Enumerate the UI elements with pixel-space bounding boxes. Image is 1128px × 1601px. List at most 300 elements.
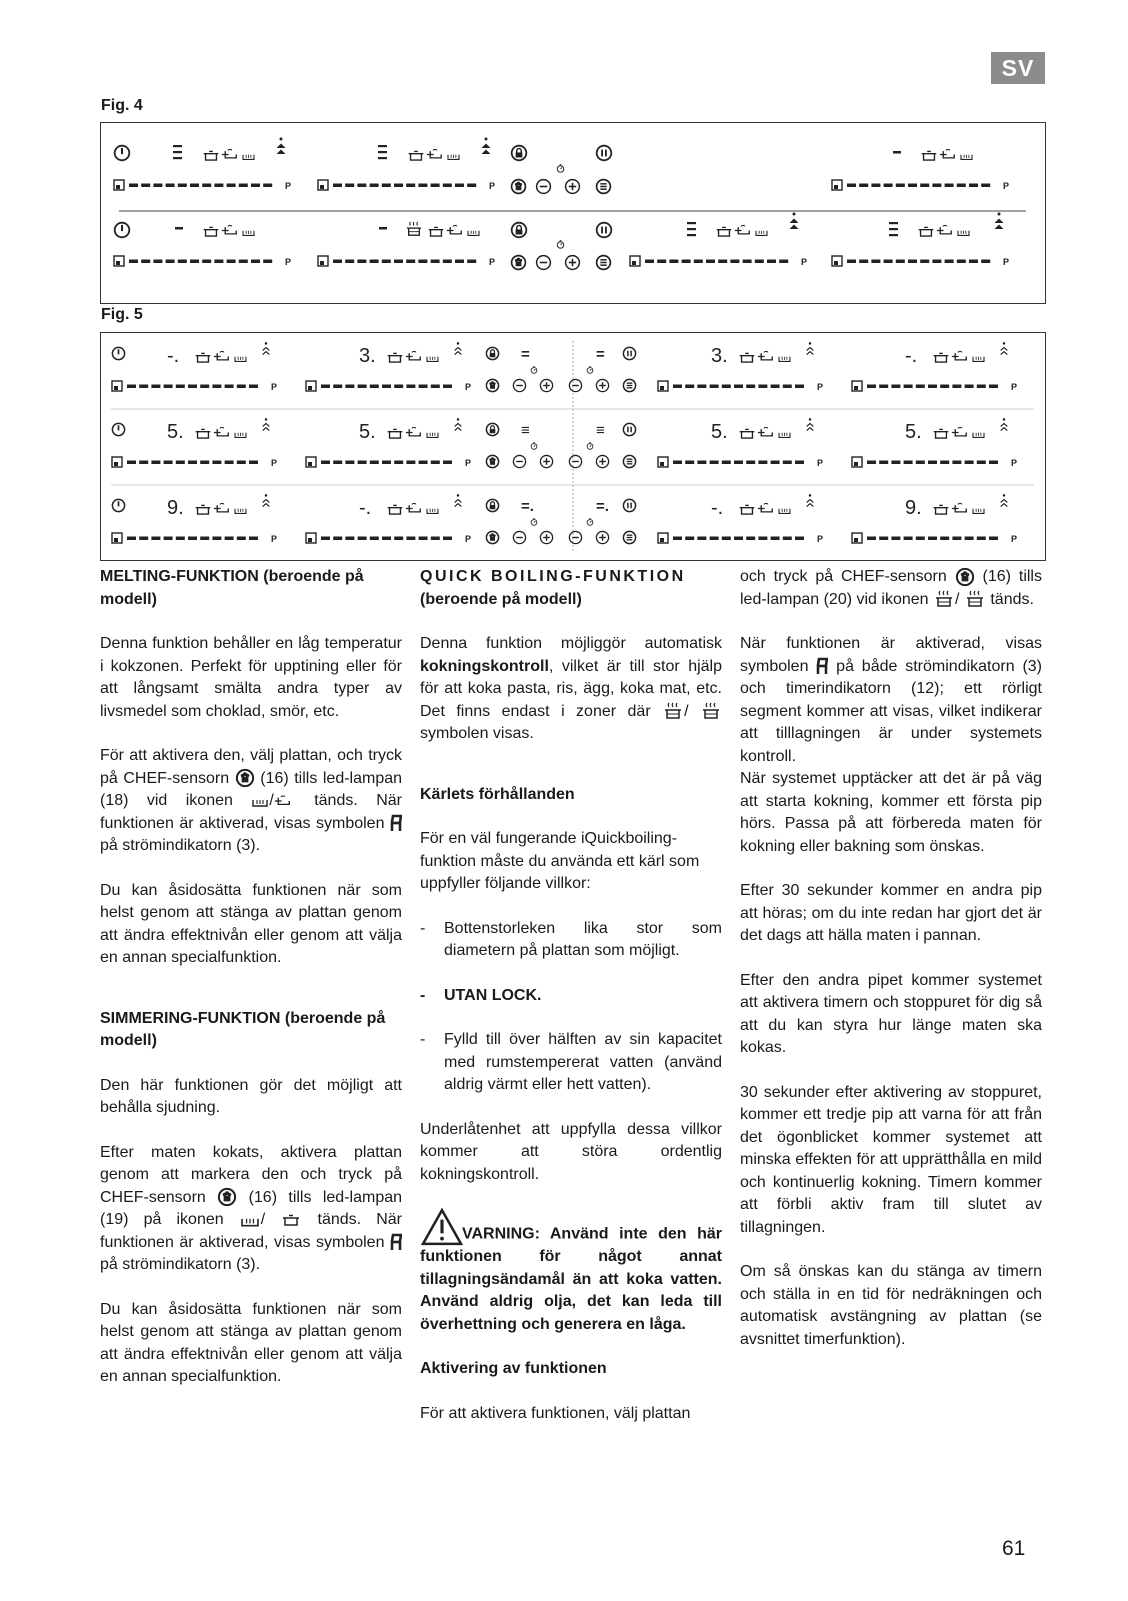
simmering-paragraph-1: Den här funktionen gör det möjligt att behålla sjudning. (100, 1076, 402, 1116)
zone-power-display: 9. (167, 497, 184, 519)
slider-segment (141, 260, 150, 264)
level-segment (173, 157, 182, 159)
slider-segment (940, 537, 949, 541)
slider-segment (225, 537, 234, 541)
zone-select-icon (852, 533, 862, 543)
slider-segment (706, 260, 715, 264)
slider-segment (212, 385, 221, 389)
melt-icon (779, 509, 790, 514)
slider-segment (431, 260, 440, 264)
melt-icon (251, 793, 269, 809)
vessel-paragraph-2: Underlåtenhet att uppfylla dessa villkor kommer att störa ordentlig kokningskontroll. (420, 1120, 722, 1183)
chef-sensor-icon (486, 379, 498, 391)
minus-icon (513, 379, 525, 391)
chef-sensor-icon (217, 1187, 237, 1207)
melt-icon (756, 231, 767, 236)
slider-segment (227, 260, 236, 264)
center-level-display: =. (596, 498, 609, 515)
figure-5-control-panel (100, 332, 1046, 561)
slider-segment (645, 260, 654, 264)
slider-segment (263, 260, 272, 264)
slider-segment (176, 537, 185, 541)
slider-segment (333, 461, 342, 465)
vessel-conditions-list (420, 918, 722, 1097)
slider-end-label: P (1003, 257, 1010, 267)
slider-segment (779, 260, 788, 264)
pot-icon (204, 227, 219, 236)
slider-segment (251, 184, 260, 188)
slider-segment (730, 260, 739, 264)
pan-icon (214, 351, 228, 359)
slider-segment (178, 184, 187, 188)
slider-end-label: P (817, 382, 824, 392)
c3-p1-text-b: (16) tills led-lampan (20) vid ikonen (740, 568, 1042, 608)
melt-icon (468, 231, 479, 236)
level-segment (889, 234, 898, 236)
slider-segment (419, 537, 428, 541)
slider-segment (952, 385, 961, 389)
slider-segment (746, 385, 755, 389)
center-level-display: =. (521, 498, 534, 515)
slider-segment (722, 461, 731, 465)
slider-segment (467, 260, 476, 264)
melt-icon (427, 433, 438, 438)
c3-p1-text-c: tänds. (990, 590, 1034, 608)
slider-segment (989, 461, 998, 465)
pan-icon (758, 503, 772, 511)
slider-segment (867, 385, 876, 389)
pot-icon (934, 505, 949, 514)
slider-segment (166, 184, 175, 188)
melting-paragraph-1: Denna funktion behåller en låg temperatur i kokzonen. Perfekt för upptining eller för att långsamt smälta andra typer av livsmedel som choklad, smör, etc. (100, 635, 402, 720)
language-badge: SV (991, 52, 1045, 84)
slider-segment (879, 461, 888, 465)
slider-segment (965, 385, 974, 389)
vessel-heading: Kärlets förhållanden (420, 785, 575, 803)
slider-segment (357, 184, 366, 188)
slider-segment (891, 537, 900, 541)
minus-icon (513, 531, 525, 543)
simmering-heading: SIMMERING-FUNKTION (beroende på modell) (100, 1009, 386, 1049)
slider-segment (370, 537, 379, 541)
slider-segment (151, 385, 160, 389)
slider-segment (225, 385, 234, 389)
boost-icon (455, 418, 462, 431)
plus-icon (596, 379, 608, 391)
slider-segment (418, 260, 427, 264)
slider-segment (871, 260, 880, 264)
slider-end-label: P (1011, 382, 1018, 392)
slider-segment (795, 385, 804, 389)
slider-segment (239, 260, 248, 264)
warning-icon (420, 1208, 464, 1246)
simmering-p2-text-c: tänds. När funktionen är aktiverad, visas symbolen (100, 1211, 403, 1251)
slider-segment (697, 537, 706, 541)
chef-sensor-icon (512, 256, 526, 270)
slider-segment (153, 184, 162, 188)
zone-select-icon (630, 256, 640, 266)
slider-segment (214, 260, 223, 264)
slider-segment (237, 461, 246, 465)
slider-segment (783, 461, 792, 465)
slider-segment (200, 385, 209, 389)
slider-segment (127, 461, 136, 465)
pot-icon (204, 151, 219, 160)
pan-icon (406, 351, 420, 359)
slider-segment (333, 537, 342, 541)
zone-select-icon (658, 533, 668, 543)
zone-select-icon (306, 381, 316, 391)
pause-icon (623, 499, 635, 511)
pan-icon (758, 351, 772, 359)
center-level-display: ≡ (596, 422, 605, 439)
boost-icon (1001, 494, 1008, 507)
slider-segment (758, 461, 767, 465)
figure-5-diagram (101, 333, 1044, 559)
slider-segment (358, 385, 367, 389)
pot-icon (919, 227, 934, 236)
slider-segment (734, 461, 743, 465)
lock-icon (512, 223, 527, 238)
column3-paragraph-3: Efter 30 sekunder kommer en andra pip att höras; om du inte redan har gjort det är det dags att hälla maten i pannan. (740, 882, 1042, 944)
level-segment (378, 157, 387, 159)
boost-icon (790, 213, 799, 230)
zone-select-icon (658, 457, 668, 467)
timer-icon (531, 443, 537, 450)
slider-segment (673, 385, 682, 389)
slider-segment (370, 385, 379, 389)
slider-segment (710, 537, 719, 541)
warning-paragraph (420, 1208, 722, 1336)
slider-segment (743, 260, 752, 264)
slider-segment (431, 537, 440, 541)
column-2 (420, 566, 722, 1447)
slider-segment (214, 184, 223, 188)
slider-segment (685, 385, 694, 389)
slider-segment (394, 260, 403, 264)
quick-p1-bold: kokningskontroll (420, 657, 549, 675)
steam-pot-icon (662, 702, 684, 720)
boost-icon (263, 494, 270, 507)
slider-segment (669, 260, 678, 264)
slider-segment (249, 385, 258, 389)
melt-icon (973, 509, 984, 514)
melt-icon (961, 155, 972, 160)
pan-icon (952, 503, 966, 511)
slider-segment (847, 184, 856, 188)
slider-segment (908, 260, 917, 264)
level-segment (378, 151, 387, 153)
slider-segment (981, 184, 990, 188)
lock-icon (486, 347, 498, 359)
slider-segment (969, 260, 978, 264)
level-dash (175, 227, 183, 230)
slider-segment (783, 385, 792, 389)
melt-icon (779, 433, 790, 438)
slider-segment (767, 260, 776, 264)
slider-segment (129, 184, 138, 188)
slider-end-label: P (1011, 534, 1018, 544)
slider-segment (771, 461, 780, 465)
timer-icon (587, 367, 593, 374)
slider-segment (920, 260, 929, 264)
simmering-paragraph-2: Efter maten kokats, aktivera plattan genom att markera den och tryck på CHEF-sensorn (16) tills led-lampan (19) på ikonen / tänds. När funktionen är aktiverad, visas symbolen på strömindikatorn (3). (100, 1143, 403, 1273)
pot-icon (388, 429, 403, 438)
pan-icon (274, 793, 296, 809)
quick-p1-text-b: , vilket är till stor hjälp för att koka pasta, ris, ägg, koka mat, etc. Det finns endast i zoner där (420, 657, 722, 720)
slider-segment (249, 537, 258, 541)
slider-segment (321, 461, 330, 465)
slider-segment (263, 184, 272, 188)
slider-segment (685, 537, 694, 541)
slider-segment (443, 260, 452, 264)
level-segment (889, 222, 898, 224)
slider-end-label: P (271, 382, 278, 392)
slider-segment (945, 260, 954, 264)
slider-segment (370, 260, 379, 264)
slider-segment (153, 260, 162, 264)
level-segment (173, 145, 182, 147)
boost-icon (807, 342, 814, 355)
slider-end-label: P (285, 181, 292, 191)
zone-select-icon (658, 381, 668, 391)
zone-power-display: -. (905, 345, 918, 367)
zone-power-display: 5. (711, 421, 728, 443)
slider-segment (957, 184, 966, 188)
pot-icon (196, 353, 211, 362)
pan-icon (222, 225, 236, 233)
slider-segment (249, 461, 258, 465)
slider-segment (164, 461, 173, 465)
slider-segment (237, 537, 246, 541)
column3-paragraph-1: och tryck på CHEF-sensorn (16) tills led-lampan (20) vid ikonen / tänds. (740, 568, 1042, 608)
minus-icon (537, 180, 551, 194)
condition-item: - Bottenstorleken lika stor som diametern på plattan som möjligt. (420, 918, 722, 963)
slider-end-label: P (271, 458, 278, 468)
slider-segment (694, 260, 703, 264)
zone-select-icon (852, 381, 862, 391)
slider-segment (358, 461, 367, 465)
slider-segment (164, 385, 173, 389)
center-level-display: ≡ (521, 422, 530, 439)
menu-icon (597, 256, 611, 270)
pan-icon (427, 149, 441, 157)
condition-item: - Fylld till över hälften av sin kapacitet med rumstempererat vatten (använd aldrig värmt eller hett vatten). (420, 1029, 722, 1097)
slider-segment (467, 184, 476, 188)
slider-segment (710, 461, 719, 465)
zone-power-display: 3. (359, 345, 376, 367)
pot-icon (717, 227, 732, 236)
slider-segment (151, 461, 160, 465)
slider-segment (345, 184, 354, 188)
melting-p2-text-d: på strömindikatorn (3). (100, 837, 261, 854)
slider-segment (321, 537, 330, 541)
slider-segment (884, 260, 893, 264)
slider-segment (190, 260, 199, 264)
slider-segment (127, 537, 136, 541)
zone-select-icon (318, 256, 328, 266)
symbol-a-icon (390, 1233, 402, 1251)
boost-icon (455, 342, 462, 355)
quick-boiling-paragraph-1: Denna funktion möjliggör automatisk kokningskontroll, vilket är till stor hjälp för att koka pasta, ris, ägg, koka mat, etc. Det finns endast i zoner där / symbolen visas. (420, 635, 722, 742)
level-segment (173, 151, 182, 153)
boost-icon (277, 138, 286, 155)
slider-segment (891, 385, 900, 389)
melt-icon (427, 509, 438, 514)
slider-segment (771, 385, 780, 389)
lock-icon (486, 499, 498, 511)
slider-segment (345, 260, 354, 264)
slider-segment (345, 385, 354, 389)
chef-sensor-icon (235, 768, 255, 788)
level-segment (378, 145, 387, 147)
minus-icon (513, 455, 525, 467)
pan-icon (952, 351, 966, 359)
slider-end-label: P (1011, 458, 1018, 468)
zone-power-display: 5. (359, 421, 376, 443)
pot-icon (388, 505, 403, 514)
column3-paragraph-4: Efter den andra pipet kommer systemet att aktivera timern och stoppuret för dig så att du kan styra hur länge maten ska kokas. (740, 971, 1042, 1056)
slider-segment (358, 537, 367, 541)
slider-segment (333, 260, 342, 264)
zone-select-icon (832, 256, 842, 266)
slider-segment (394, 461, 403, 465)
minus-icon (569, 379, 581, 391)
vessel-paragraph-1: För en väl fungerande iQuickboiling-funktion måste du använda ett kärl som uppfyller följande villkor: (420, 830, 700, 892)
zone-select-icon (318, 180, 328, 190)
pan-icon (214, 503, 228, 511)
zone-select-icon (832, 180, 842, 190)
slider-end-label: P (465, 382, 472, 392)
slider-end-label: P (817, 458, 824, 468)
column-1 (100, 566, 402, 1411)
slider-segment (382, 385, 391, 389)
level-segment (687, 222, 696, 224)
zone-select-icon (112, 457, 122, 467)
activation-paragraph: För att aktivera funktionen, välj plattan (420, 1404, 691, 1422)
slider-segment (965, 537, 974, 541)
pan-icon (406, 503, 420, 511)
slider-segment (178, 260, 187, 264)
slider-segment (722, 385, 731, 389)
slider-segment (394, 184, 403, 188)
slider-segment (710, 385, 719, 389)
slider-end-label: P (817, 534, 824, 544)
slider-segment (370, 184, 379, 188)
symbol-a-icon (390, 814, 402, 832)
center-level-display: = (596, 346, 605, 363)
menu-icon (623, 379, 635, 391)
melt-icon (243, 155, 254, 160)
slider-segment (176, 385, 185, 389)
slider-segment (859, 184, 868, 188)
slider-segment (188, 537, 197, 541)
slider-segment (891, 461, 900, 465)
level-dash (893, 151, 901, 154)
slider-segment (879, 537, 888, 541)
boost-icon (263, 342, 270, 355)
c3-p2-text-b: på både strömindikatorn (3) och timerindikatorn (12); ett rörligt segment kommer att visas, vilket indikerar att tilllagningen är under systemets kontroll. (740, 657, 1042, 765)
column-3 (740, 566, 1042, 1373)
timer-icon (531, 519, 537, 526)
melt-icon (427, 357, 438, 362)
plus-icon (596, 531, 608, 543)
steam-pot-icon (700, 702, 722, 720)
slider-segment (697, 385, 706, 389)
slider-segment (734, 385, 743, 389)
slider-segment (771, 537, 780, 541)
slider-segment (406, 260, 415, 264)
timer-icon (557, 165, 563, 172)
plus-icon (566, 256, 580, 270)
pot-icon (740, 353, 755, 362)
pan-icon (735, 225, 749, 233)
slider-segment (406, 184, 415, 188)
zone-select-icon (306, 533, 316, 543)
slider-segment (847, 260, 856, 264)
slider-segment (685, 461, 694, 465)
chef-sensor-icon (486, 531, 498, 543)
melting-p2-text-a: För att aktivera den, välj plattan, och tryck på CHEF-sensorn (100, 747, 402, 787)
chef-sensor-icon (512, 180, 526, 194)
figure-4-label: Fig. 4 (101, 97, 143, 114)
slider-segment (981, 260, 990, 264)
slider-segment (190, 184, 199, 188)
zone-power-display: 9. (905, 497, 922, 519)
slider-segment (141, 184, 150, 188)
boost-icon (807, 494, 814, 507)
pot-icon (934, 429, 949, 438)
activation-heading: Aktivering av funktionen (420, 1360, 607, 1377)
slider-segment (394, 385, 403, 389)
zone-select-icon (112, 381, 122, 391)
pause-icon (597, 146, 612, 161)
slider-segment (321, 385, 330, 389)
menu-icon (623, 455, 635, 467)
chef-sensor-icon (486, 455, 498, 467)
slider-segment (455, 260, 464, 264)
slider-segment (673, 461, 682, 465)
pan-icon (222, 149, 236, 157)
slider-segment (227, 184, 236, 188)
slider-segment (333, 184, 342, 188)
melt-icon (235, 509, 246, 514)
slider-segment (239, 184, 248, 188)
slider-segment (212, 461, 221, 465)
slider-segment (443, 385, 452, 389)
pot-icon (429, 227, 444, 236)
quick-boiling-heading-a: QUICK BOILING-FUNKTION (420, 568, 686, 585)
slider-segment (957, 260, 966, 264)
slider-segment (758, 385, 767, 389)
slider-segment (657, 260, 666, 264)
slider-segment (755, 260, 764, 264)
boost-icon (1001, 418, 1008, 431)
slider-segment (977, 461, 986, 465)
center-level-display: = (521, 346, 530, 363)
slider-segment (188, 385, 197, 389)
simmering-paragraph-3: Du kan åsidosätta funktionen när som helst genom att stänga av plattan genom att ändra effektnivån eller genom att välja en annan specialfunktion. (100, 1300, 402, 1385)
slider-segment (139, 461, 148, 465)
steam-pot-icon (964, 590, 986, 608)
slider-segment (129, 260, 138, 264)
melting-paragraph-2: För att aktivera den, välj plattan, och tryck på CHEF-sensorn (16) tills led-lampan (18) vid ikonen / tänds. När funktionen är aktiverad, visas symbolen på strömindikatorn (3). (100, 747, 403, 854)
melting-heading: MELTING-FUNKTION (beroende på modell) (100, 568, 364, 608)
slider-segment (431, 184, 440, 188)
slider-segment (928, 385, 937, 389)
slider-segment (920, 184, 929, 188)
slider-segment (940, 461, 949, 465)
